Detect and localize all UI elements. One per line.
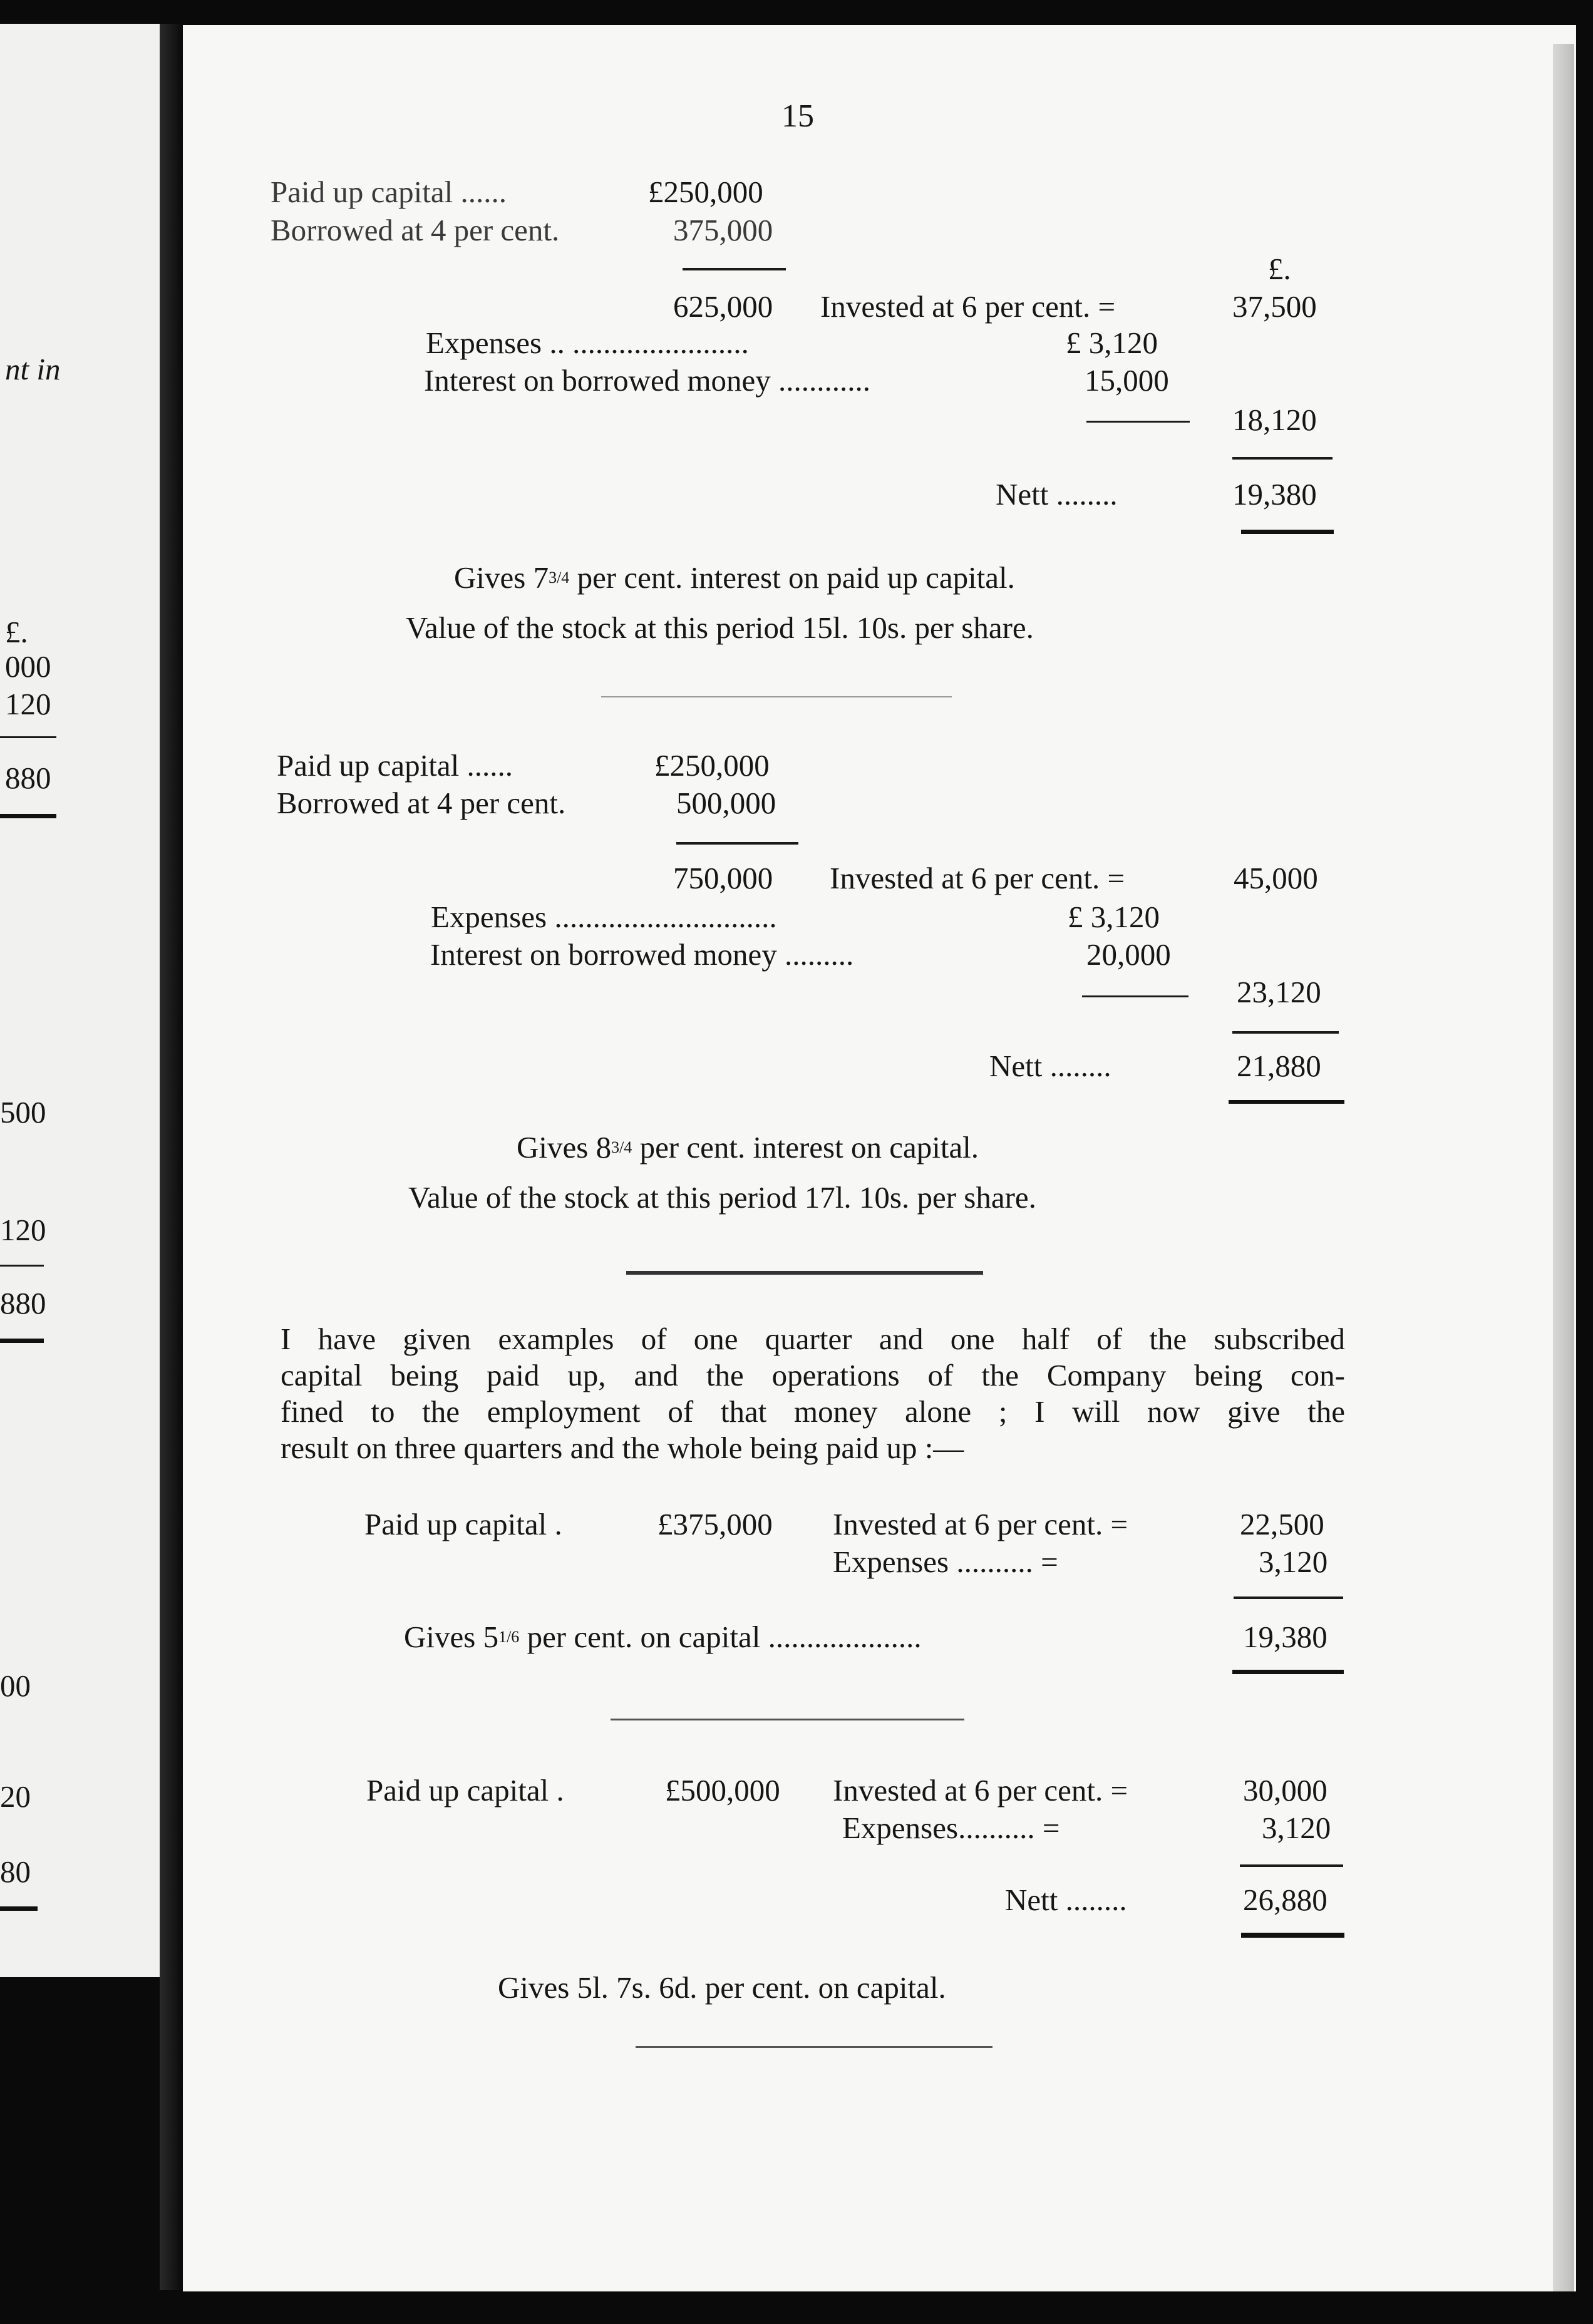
margin-rule <box>0 814 56 818</box>
gives-line: Gives 5l. 7s. 6d. per cent. on capital. <box>498 1970 946 2005</box>
sum-rule <box>1232 1031 1339 1034</box>
stock-value-line: Value of the stock at this period 17l. 10s. per share. <box>408 1180 1036 1215</box>
sum-rule <box>676 842 798 845</box>
nett-value: 19,380 <box>1232 477 1317 512</box>
invested-label: Invested at 6 per cent. = <box>820 289 1116 324</box>
paid-up-capital-label: Paid up capital . <box>366 1773 564 1807</box>
borrowed-label: Borrowed at 4 per cent. <box>277 786 566 820</box>
margin-fragment: 500 <box>0 1095 46 1129</box>
paragraph-line: I have given examples of one quarter and one half of the subscribed <box>281 1322 1345 1356</box>
invested-value: 45,000 <box>1234 861 1318 895</box>
section-separator <box>626 1271 983 1275</box>
expenses-label: Expenses ............................. <box>431 900 777 934</box>
expenses-value: 3,120 <box>1259 1545 1328 1579</box>
invested-label: Invested at 6 per cent. = <box>833 1773 1128 1807</box>
double-rule <box>1241 1933 1344 1938</box>
paragraph-line: result on three quarters and the whole being paid up :— <box>281 1431 964 1465</box>
expenses-label: Expenses.......... = <box>842 1811 1060 1845</box>
page-number: 15 <box>781 98 814 134</box>
pound-column-header: £. <box>1268 252 1291 286</box>
section-separator <box>636 2046 992 2048</box>
invested-value: 30,000 <box>1243 1773 1328 1807</box>
paid-up-capital-value: £375,000 <box>657 1507 773 1541</box>
nett-value: 26,880 <box>1243 1883 1328 1917</box>
paid-up-capital-value: £250,000 <box>648 175 763 209</box>
paid-up-capital-value: £250,000 <box>654 748 770 783</box>
invested-value: 37,500 <box>1232 289 1317 324</box>
expenses-label: Expenses .......... = <box>833 1545 1058 1579</box>
margin-fragment: 880 <box>0 1286 46 1320</box>
expenses-label: Expenses .. ....................... <box>426 326 749 360</box>
expenses-value: 3,120 <box>1262 1811 1331 1845</box>
borrowed-value: 375,000 <box>673 213 773 247</box>
interest-label: Interest on borrowed money ............ <box>424 363 871 398</box>
invested-label: Invested at 6 per cent. = <box>833 1507 1128 1541</box>
gives-value: 19,380 <box>1243 1620 1328 1654</box>
gives-line: Gives 73/4 per cent. interest on paid up capital. <box>454 560 1015 595</box>
interest-label: Interest on borrowed money ......... <box>430 937 854 972</box>
double-rule <box>1229 1100 1344 1104</box>
margin-fragment: 880 <box>5 761 51 795</box>
nett-label: Nett ........ <box>1005 1883 1127 1917</box>
double-rule <box>1232 1670 1344 1674</box>
interest-value: 15,000 <box>1085 363 1169 398</box>
subtotal-value: 18,120 <box>1232 403 1317 437</box>
margin-fragment: nt in <box>5 352 61 386</box>
sum-rule <box>1240 1864 1343 1867</box>
sum-rule <box>683 268 786 270</box>
margin-rule <box>0 1265 44 1267</box>
margin-fragment: 000 <box>5 649 51 684</box>
total-capital: 750,000 <box>673 861 773 895</box>
paragraph-line: fined to the employment of that money alone ; I will now give the <box>281 1394 1345 1429</box>
paragraph-line: capital being paid up, and the operations of the Company being con- <box>281 1358 1345 1392</box>
page-edge-shadow <box>1553 44 1574 2291</box>
sum-rule <box>1082 995 1188 997</box>
paid-up-capital-label: Paid up capital ...... <box>271 175 507 209</box>
margin-rule <box>0 736 56 738</box>
margin-rule <box>0 1339 44 1343</box>
margin-fragment: 80 <box>0 1854 31 1889</box>
gives-line: Gives 51/6 per cent. on capital .................... <box>404 1620 922 1654</box>
subtotal-value: 23,120 <box>1237 975 1321 1009</box>
margin-fragment: £. <box>5 615 28 649</box>
borrowed-label: Borrowed at 4 per cent. <box>271 213 560 247</box>
sum-rule <box>1232 457 1333 460</box>
expenses-value: £ 3,120 <box>1066 326 1158 360</box>
margin-rule <box>0 1906 38 1911</box>
body-paragraph <box>281 1321 1345 1466</box>
nett-label: Nett ........ <box>996 477 1118 512</box>
expenses-value: £ 3,120 <box>1068 900 1160 934</box>
margin-fragment: 120 <box>5 687 51 721</box>
book-gutter <box>160 24 183 2290</box>
paid-up-capital-value: £500,000 <box>665 1773 780 1807</box>
nett-value: 21,880 <box>1237 1049 1321 1083</box>
gives-line: Gives 83/4 per cent. interest on capital. <box>517 1130 979 1165</box>
borrowed-value: 500,000 <box>676 786 776 820</box>
invested-value: 22,500 <box>1240 1507 1324 1541</box>
margin-fragment: 120 <box>0 1213 46 1247</box>
sum-rule <box>1086 421 1190 423</box>
paid-up-capital-label: Paid up capital ...... <box>277 748 513 783</box>
margin-fragment: 20 <box>0 1779 31 1814</box>
interest-value: 20,000 <box>1086 937 1171 972</box>
stock-value-line: Value of the stock at this period 15l. 10s. per share. <box>406 610 1034 645</box>
double-rule <box>1241 530 1334 534</box>
total-capital: 625,000 <box>673 289 773 324</box>
paid-up-capital-label: Paid up capital . <box>364 1507 562 1541</box>
sum-rule <box>1234 1596 1343 1599</box>
invested-label: Invested at 6 per cent. = <box>830 861 1125 895</box>
margin-fragment: 00 <box>0 1668 31 1703</box>
nett-label: Nett ........ <box>989 1049 1111 1083</box>
section-separator <box>611 1719 964 1720</box>
section-separator <box>601 696 952 697</box>
